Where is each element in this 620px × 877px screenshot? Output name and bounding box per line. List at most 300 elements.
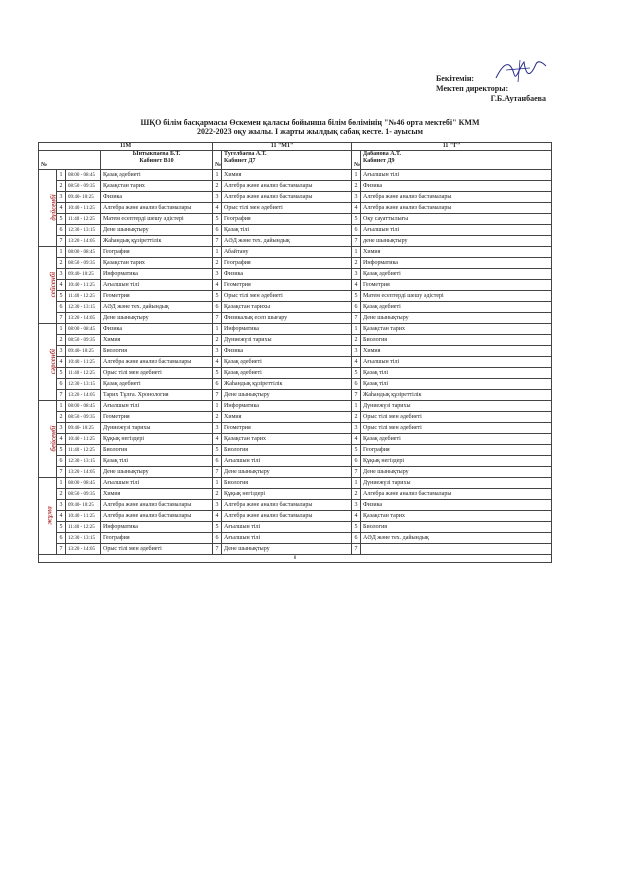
subject-cell: Қазақ әдебиеті [361,269,552,280]
day-cell [39,401,57,478]
lesson-number: 5 [57,522,66,533]
lesson-number: 1 [352,324,361,335]
lesson-number: 1 [213,170,222,181]
subject-cell: Ағылшын тілі [101,478,213,489]
lesson-time: 10:40 - 11:25 [66,511,101,522]
teacher-cell [101,151,213,170]
lesson-number: 5 [213,368,222,379]
subject-cell: Қазақ әдебиеті [361,302,552,313]
lesson-number: 7 [57,390,66,401]
room-label: Кабинет В10 [139,158,174,164]
lesson-number: 6 [57,225,66,236]
subject-cell: Ағылшын тілі [222,522,352,533]
teacher-cell [361,151,552,170]
lesson-row [39,445,552,456]
subject-cell: Физика [101,192,213,203]
lesson-number: 3 [57,192,66,203]
lesson-number: 1 [352,247,361,258]
lesson-number: 3 [352,269,361,280]
subject-cell: Қазақстан тарих [222,434,352,445]
lesson-number: 2 [57,181,66,192]
subject-cell: Биология [361,335,552,346]
lesson-number: 5 [213,214,222,225]
num-header: № [352,151,361,170]
subject-cell: Қазақ әдебиеті [101,170,213,181]
lesson-number: 4 [352,357,361,368]
lesson-number: 2 [352,489,361,500]
subject-cell: Алгебра және анализ бастамалары [101,511,213,522]
subject-cell: АӘД және тех. дайындық [101,302,213,313]
subject-cell: Орыс тілі мен әдебиеті [361,412,552,423]
lesson-row [39,379,552,390]
lesson-row [39,467,552,478]
subject-cell: Геометрия [222,423,352,434]
lesson-row [39,280,552,291]
lesson-number: 5 [352,214,361,225]
lesson-number: 4 [57,357,66,368]
subject-cell: Физика [222,346,352,357]
lesson-time: 13:20 - 14:05 [66,236,101,247]
lesson-number: 7 [213,313,222,324]
lesson-number: 5 [213,522,222,533]
lesson-number: 3 [57,423,66,434]
lesson-row [39,192,552,203]
subject-cell: Құқық негіздері [101,434,213,445]
subject-cell: Ағылшын тілі [101,401,213,412]
subject-cell: Ағылшын тілі [222,456,352,467]
lesson-time: 10:40 - 11:25 [66,203,101,214]
lesson-row [39,335,552,346]
day-cell [39,247,57,324]
subject-cell: Геометрия [101,291,213,302]
lesson-row [39,489,552,500]
lesson-number: 3 [213,346,222,357]
lesson-time: 08:00 - 08:45 [66,401,101,412]
subject-cell: Дүниежүзі тарихы [361,478,552,489]
lesson-number: 3 [57,500,66,511]
subject-cell: Химия [222,412,352,423]
lesson-time: 12:30 - 13:15 [66,379,101,390]
class-header-row [39,143,552,151]
lesson-number: 6 [352,456,361,467]
subject-cell: Ағылшын тілі [101,280,213,291]
footer-row [39,555,552,563]
subject-cell: Дене шынықтыру [361,313,552,324]
subject-cell: Алгебра және анализ бастамалары [361,192,552,203]
lesson-number: 3 [352,500,361,511]
lesson-number: 3 [57,346,66,357]
subject-cell: Құқық негіздері [222,489,352,500]
lesson-row [39,302,552,313]
subject-cell: Алгебра және анализ бастамалары [361,203,552,214]
lesson-number: 3 [213,192,222,203]
lesson-number: 7 [57,236,66,247]
lesson-number: 3 [352,192,361,203]
lesson-number: 1 [57,401,66,412]
lesson-number: 4 [213,203,222,214]
lesson-number: 2 [213,258,222,269]
subject-cell: Биология [222,478,352,489]
lesson-number: 3 [213,423,222,434]
lesson-time: 13:20 - 14:05 [66,544,101,555]
lesson-time: 08:00 - 08:45 [66,247,101,258]
subject-cell: Ағылшын тілі [361,357,552,368]
subject-cell: Қазақ әдебиеті [101,379,213,390]
lesson-time: 11:40 - 12:25 [66,291,101,302]
subject-cell: Дене шынықтыру [101,225,213,236]
lesson-row [39,357,552,368]
subject-cell: Дене шынықтыру [222,544,352,555]
day-name: сәрсенбі [49,348,58,375]
lesson-row [39,500,552,511]
subject-cell: Химия [222,170,352,181]
num-header: № [213,151,222,170]
lesson-number: 2 [57,335,66,346]
lesson-number: 4 [57,203,66,214]
subject-cell: Орыс тілі мен әдебиеті [101,368,213,379]
subject-cell: Матем есептерді шешу әдістері [101,214,213,225]
lesson-time: 10:40 - 11:25 [66,434,101,445]
lesson-number: 2 [352,258,361,269]
subject-cell: Геометрия [101,412,213,423]
lesson-row [39,456,552,467]
lesson-row [39,522,552,533]
lesson-row [39,170,552,181]
lesson-number: 2 [213,412,222,423]
lesson-number: 2 [352,181,361,192]
subject-cell: География [101,533,213,544]
lesson-number: 6 [352,379,361,390]
lesson-number: 2 [352,412,361,423]
subject-cell: Биология [361,522,552,533]
lesson-number: 4 [57,511,66,522]
lesson-time: 10:40 - 11:25 [66,357,101,368]
subject-cell: Алгебра және анализ бастамалары [222,192,352,203]
subject-cell: Алгебра және анализ бастамалары [222,181,352,192]
lesson-time: 11:40 - 12:25 [66,368,101,379]
lesson-row [39,346,552,357]
lesson-number: 6 [352,533,361,544]
lesson-number: 7 [213,544,222,555]
subject-cell [361,544,552,555]
subject-cell: Физика [361,500,552,511]
lesson-number: 6 [213,379,222,390]
lesson-number: 2 [213,181,222,192]
lesson-row [39,533,552,544]
lesson-row [39,291,552,302]
lesson-number: 7 [352,313,361,324]
lesson-number: 1 [352,401,361,412]
lesson-number: 3 [57,269,66,280]
lesson-row [39,434,552,445]
document-title: ШҚО білім басқармасы Өскемен қаласы бойынша білім бөлімінің "№46 орта мектебі" КММ [140,118,480,127]
lesson-number: 4 [213,280,222,291]
subject-cell: Орыс тілі мен әдебиеті [101,544,213,555]
subject-cell: Орыс тілі мен әдебиеті [222,291,352,302]
lesson-number: 1 [57,324,66,335]
lesson-time: 08:00 - 08:45 [66,324,101,335]
subject-cell: Жаһандық құзіреттілік [101,236,213,247]
lesson-number: 6 [352,302,361,313]
lesson-time: 12:30 - 13:15 [66,533,101,544]
subject-cell: Дүниежүзі тарихы [222,335,352,346]
lesson-number: 4 [213,511,222,522]
teacher-name: Ынтыкпаева Б.Т. [132,151,181,157]
lesson-row [39,324,552,335]
lesson-number: 3 [213,269,222,280]
subject-cell: Ағылшын тілі [222,533,352,544]
subject-cell: Қазақ әдебиеті [361,434,552,445]
schedule-body [39,143,552,563]
day-cell [39,324,57,401]
lesson-number: 1 [57,478,66,489]
lesson-row [39,247,552,258]
lesson-number: 7 [352,544,361,555]
lesson-number: 1 [57,247,66,258]
lesson-number: 5 [57,368,66,379]
lesson-row [39,236,552,247]
lesson-time: 13:20 - 14:05 [66,467,101,478]
teacher-header-row [39,151,552,170]
lesson-number: 6 [213,456,222,467]
lesson-time: 08:00 - 08:45 [66,170,101,181]
subject-cell: Информатика [101,269,213,280]
subject-cell: Қазақ әдебиеті [222,368,352,379]
subject-cell: Алгебра және анализ бастамалары [361,489,552,500]
subject-cell: Жаһандық құзіреттілік [361,390,552,401]
subject-cell: Қазақстан тарих [101,258,213,269]
lesson-number: 5 [57,214,66,225]
lesson-row [39,401,552,412]
subject-cell: Алгебра және анализ бастамалары [101,203,213,214]
lesson-time: 08:50 - 09:35 [66,489,101,500]
lesson-number: 3 [213,500,222,511]
lesson-time: 11:40 - 12:25 [66,522,101,533]
lesson-number: 2 [213,335,222,346]
lesson-number: 2 [57,412,66,423]
lesson-number: 1 [213,247,222,258]
subject-cell: География [222,258,352,269]
subject-cell: дене шынықтыру [361,236,552,247]
lesson-row [39,423,552,434]
class-name: 11M [39,143,213,151]
teacher-name: Тугелбаева А.Т. [224,151,267,157]
lesson-number: 4 [213,434,222,445]
subject-cell: Тарих Тұлға. Хронология [101,390,213,401]
lesson-time: 09:40- 10:25 [66,346,101,357]
subject-cell: Алгебра және анализ бастамалары [222,511,352,522]
lesson-number: 4 [57,434,66,445]
lesson-time: 08:00 - 08:45 [66,478,101,489]
lesson-time: 09:40- 10:25 [66,192,101,203]
document-subtitle: 2022-2023 оқу жылы. I жарты жылдық сабақ кесте. 1- ауысым [196,127,424,136]
lesson-row [39,313,552,324]
footer-number: 8 [39,555,552,563]
lesson-time: 09:40- 10:25 [66,269,101,280]
subject-cell: Информатика [222,401,352,412]
lesson-number: 7 [352,467,361,478]
subject-cell: Геометрия [361,280,552,291]
lesson-time: 13:20 - 14:05 [66,313,101,324]
lesson-number: 2 [57,489,66,500]
subject-cell: Орыс тілі мен әдебиеті [222,203,352,214]
lesson-number: 7 [213,467,222,478]
lesson-number: 7 [57,544,66,555]
lesson-number: 1 [213,401,222,412]
lesson-number: 5 [57,445,66,456]
lesson-number: 5 [213,291,222,302]
lesson-number: 1 [213,324,222,335]
approval-signatory: Г.Б.Аутанбаева [490,94,546,103]
lesson-time: 12:30 - 13:15 [66,302,101,313]
lesson-number: 6 [57,456,66,467]
day-name: бейсенбі [49,425,58,452]
lesson-number: 4 [352,280,361,291]
day-name: сейсенбі [49,271,58,298]
approval-heading: Бекітемін: [436,74,475,83]
lesson-row [39,478,552,489]
lesson-row [39,269,552,280]
lesson-number: 5 [213,445,222,456]
class-name: 11 "M1" [213,143,352,151]
subject-cell: Жаһандық құзіреттілік [222,379,352,390]
subject-cell: Ағылшын тілі [361,170,552,181]
subject-cell: Химия [101,489,213,500]
subject-cell: Қазақ тілі [361,368,552,379]
lesson-row [39,412,552,423]
lesson-number: 2 [213,489,222,500]
subject-cell: АӘД және тех. дайындық [222,236,352,247]
subject-cell: География [101,247,213,258]
lesson-time: 08:50 - 09:35 [66,258,101,269]
subject-cell: Құқық негіздері [361,456,552,467]
lesson-row [39,203,552,214]
lesson-number: 4 [352,203,361,214]
subject-cell: Қазақстан тарих [361,324,552,335]
lesson-time: 08:50 - 09:35 [66,335,101,346]
lesson-number: 7 [213,236,222,247]
subject-cell: Матем есептерді шешу әдістері [361,291,552,302]
subject-cell: Қазақстан тарих [101,181,213,192]
subject-cell: Алгебра және анализ бастамалары [101,500,213,511]
lesson-time: 08:50 - 09:35 [66,412,101,423]
lesson-time: 12:30 - 13:15 [66,456,101,467]
day-name: дүйсенбі [49,194,58,221]
lesson-time: 12:30 - 13:15 [66,225,101,236]
subject-cell: Биология [101,346,213,357]
subject-cell: Информатика [101,522,213,533]
subject-cell: АӘД және тех. дайындық [361,533,552,544]
lesson-row [39,544,552,555]
subject-cell: Дене шынықтыру [222,467,352,478]
subject-cell: Информатика [222,324,352,335]
subject-cell: Дүниежүзі тарихы [361,401,552,412]
lesson-row [39,181,552,192]
subject-cell: Дүниежүзі тарихы [101,423,213,434]
lesson-number: 6 [57,533,66,544]
subject-cell: Физика [101,324,213,335]
lesson-row [39,258,552,269]
subject-cell: Алгебра және анализ бастамалары [101,357,213,368]
lesson-row [39,214,552,225]
lesson-number: 6 [213,533,222,544]
lesson-number: 2 [352,335,361,346]
subject-cell: Орыс тілі мен әдебиеті [361,423,552,434]
lesson-row [39,390,552,401]
teacher-name: Дабанова А.Т. [363,151,401,157]
lesson-row [39,368,552,379]
lesson-number: 1 [352,170,361,181]
approval-position: Мектеп директоры: [436,84,509,93]
lesson-number: 6 [213,302,222,313]
day-name: жұма [45,506,54,525]
lesson-time: 13:20 - 14:05 [66,390,101,401]
lesson-number: 7 [57,467,66,478]
subject-cell: Алгебра және анализ бастамалары [222,500,352,511]
subject-cell: Қазақ әдебиеті [222,357,352,368]
lesson-number: 5 [352,368,361,379]
lesson-time: 09:40- 10:25 [66,423,101,434]
lesson-number: 6 [57,379,66,390]
lesson-number: 4 [352,511,361,522]
lesson-number: 5 [57,291,66,302]
subject-cell: Дене шынықтыру [222,390,352,401]
subject-cell: Қазақ тілі [222,225,352,236]
lesson-number: 7 [57,313,66,324]
room-label: Кабинет Д9 [363,158,395,164]
lesson-number: 3 [352,423,361,434]
subject-cell: Абайтану [222,247,352,258]
teacher-cell [222,151,352,170]
subject-cell: Ағылшын тілі [361,225,552,236]
lesson-number: 7 [213,390,222,401]
lesson-number: 6 [352,225,361,236]
lesson-number: 4 [213,357,222,368]
lesson-number: 6 [213,225,222,236]
lesson-time: 11:40 - 12:25 [66,214,101,225]
lesson-time: 08:50 - 09:35 [66,181,101,192]
schedule-table [38,142,552,563]
lesson-time: 09:40- 10:25 [66,500,101,511]
subject-cell: Геометрия [222,280,352,291]
lesson-number: 3 [352,346,361,357]
subject-cell: Физика [222,269,352,280]
subject-cell: Оқу сауаттылығы [361,214,552,225]
subject-cell: Физика [361,181,552,192]
lesson-number: 1 [213,478,222,489]
subject-cell: Қазақ тілі [361,379,552,390]
room-label: Кабинет Д7 [224,158,256,164]
subject-cell: География [361,445,552,456]
subject-cell: Дене шынықтыру [361,467,552,478]
subject-cell: Химия [361,247,552,258]
subject-cell: География [222,214,352,225]
lesson-number: 1 [57,170,66,181]
subject-cell: Биология [101,445,213,456]
subject-cell: Қазақстан тарихы [222,302,352,313]
subject-cell: Химия [361,346,552,357]
subject-cell: Физикалық есеп шығару [222,313,352,324]
lesson-number: 2 [57,258,66,269]
lesson-number: 5 [352,291,361,302]
lesson-row [39,225,552,236]
subject-cell: Биология [222,445,352,456]
lesson-time: 11:40 - 12:25 [66,445,101,456]
director-signature [490,56,550,86]
lesson-number: 4 [57,280,66,291]
lesson-time: 10:40 - 11:25 [66,280,101,291]
subject-cell: Дене шынықтыру [101,467,213,478]
